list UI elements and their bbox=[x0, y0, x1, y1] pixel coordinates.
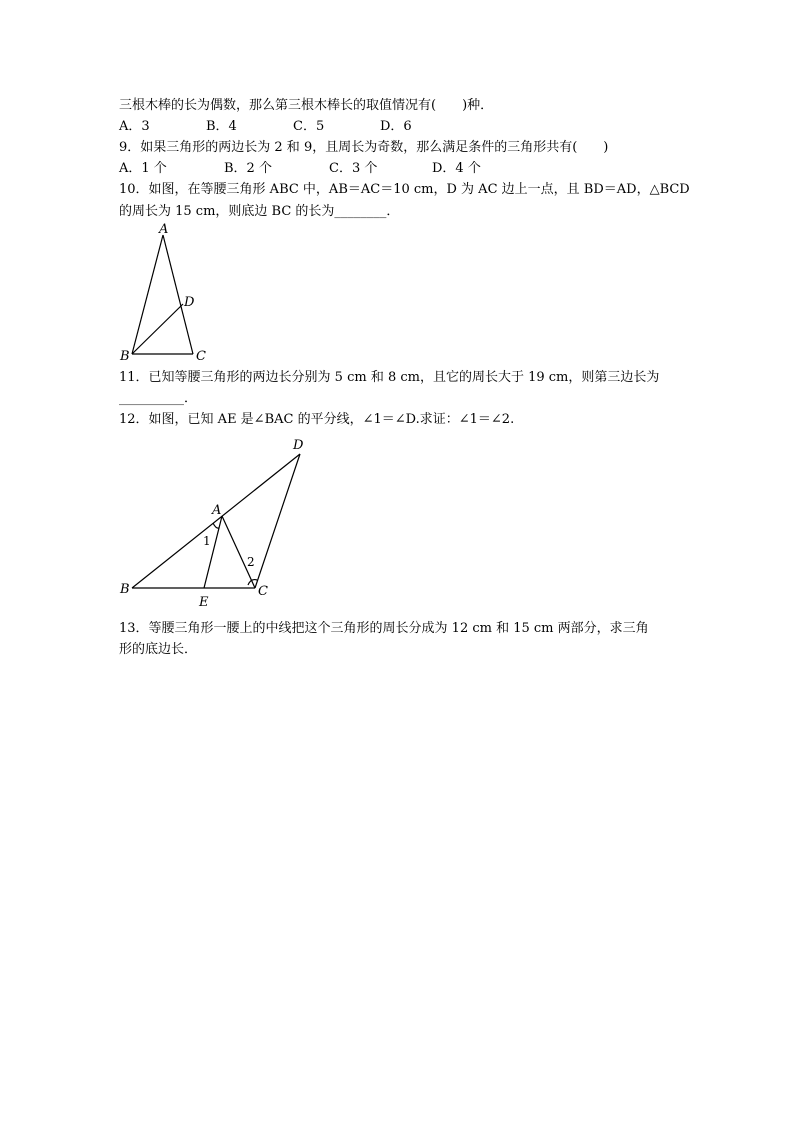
q10-side-ab bbox=[132, 235, 163, 354]
q12-segment-ac bbox=[222, 516, 255, 588]
q10-line-2: 的周长为 15 cm，则底边 BC 的长为________． bbox=[119, 204, 400, 219]
q12-angle-1-arc bbox=[213, 523, 219, 528]
q12-label-angle-2: 2 bbox=[247, 555, 255, 569]
q9-option-d: D．4 个 bbox=[432, 161, 481, 176]
q12-segment-bd bbox=[132, 454, 300, 588]
q12-label-angle-1: 1 bbox=[203, 534, 211, 548]
q12-label-b: B bbox=[120, 582, 130, 597]
q12-label-d: D bbox=[293, 438, 304, 453]
q13-line-1: 13．等腰三角形一腰上的中线把这个三角形的周长分成为 12 cm 和 15 cm 两部分，求三角 bbox=[119, 621, 649, 636]
q10-triangle-figure bbox=[110, 220, 230, 365]
q10-label-c: C bbox=[196, 349, 206, 364]
q9-option-c: C．3 个 bbox=[329, 161, 378, 176]
q10-segment-bd bbox=[132, 304, 183, 354]
q11-line-2: __________． bbox=[119, 391, 198, 406]
q10-label-d: D bbox=[184, 295, 195, 310]
q12-label-e: E bbox=[199, 595, 209, 610]
q9-option-b: B．2 个 bbox=[224, 161, 272, 176]
q8-option-b: B．4 bbox=[206, 119, 237, 134]
q13-line-2: 形的底边长． bbox=[119, 642, 198, 657]
q12-label-a: A bbox=[212, 503, 222, 518]
q11-line-1: 11．已知等腰三角形的两边长分别为 5 cm 和 8 cm，且它的周长大于 19 cm，则第三边长为 bbox=[119, 370, 660, 385]
q8-option-c: C．5 bbox=[293, 119, 325, 134]
q9-option-a: A．1 个 bbox=[119, 161, 167, 176]
q8-stem: 三根木棒的长为偶数，那么第三根木棒长的取值情况有( )种． bbox=[119, 98, 494, 113]
q8-option-d: D．6 bbox=[380, 119, 412, 134]
q8-option-a: A．3 bbox=[119, 119, 150, 134]
q10-label-a: A bbox=[159, 222, 169, 237]
q12-triangle-figure bbox=[110, 430, 320, 610]
q12-stem: 12．如图，已知 AE 是∠BAC 的平分线，∠1＝∠D.求证：∠1＝∠2. bbox=[119, 412, 515, 427]
q12-segment-ae bbox=[204, 516, 222, 588]
q12-segment-dc bbox=[255, 454, 300, 588]
q12-label-c: C bbox=[258, 584, 268, 599]
q10-line-1: 10．如图，在等腰三角形 ABC 中，AB＝AC＝10 cm，D 为 AC 边上一点，且 BD＝AD，△BCD bbox=[119, 182, 690, 197]
q10-label-b: B bbox=[120, 349, 130, 364]
q9-stem: 9．如果三角形的两边长为 2 和 9，且周长为奇数，那么满足条件的三角形共有( ) bbox=[119, 140, 609, 155]
